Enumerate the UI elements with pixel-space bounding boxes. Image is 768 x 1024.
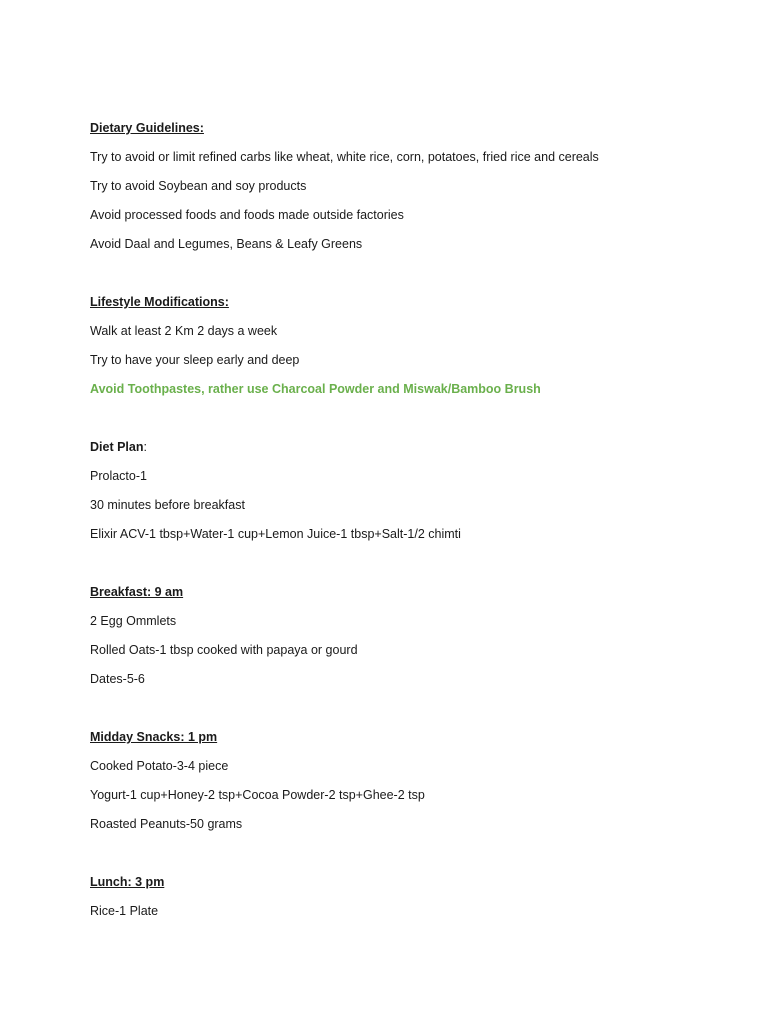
- diet-plan-heading-colon: :: [143, 440, 147, 454]
- midday-item: Cooked Potato-3-4 piece: [90, 759, 229, 773]
- diet-plan-heading: Diet Plan: [90, 440, 144, 454]
- breakfast-item: Dates-5-6: [90, 672, 145, 686]
- dietary-item: Try to avoid Soybean and soy products: [90, 179, 307, 193]
- lifestyle-item: Walk at least 2 Km 2 days a week: [90, 324, 278, 338]
- dietary-item: Try to avoid or limit refined carbs like wheat, white rice, corn, potatoes, fried rice and cereals: [90, 150, 599, 164]
- breakfast-item: 2 Egg Ommlets: [90, 614, 177, 628]
- breakfast-item: Rolled Oats-1 tbsp cooked with papaya or gourd: [90, 643, 358, 657]
- lifestyle-heading: Lifestyle Modifications:: [90, 295, 229, 309]
- diet-plan-heading-line: [90, 439, 730, 455]
- breakfast-heading: Breakfast: 9 am: [90, 585, 184, 599]
- diet-plan-item: Prolacto-1: [90, 469, 147, 483]
- dietary-guidelines-heading: Dietary Guidelines:: [90, 121, 204, 135]
- midday-snacks-heading: Midday Snacks: 1 pm: [90, 730, 218, 744]
- diet-plan-item: Elixir ACV-1 tbsp+Water-1 cup+Lemon Juice-1 tbsp+Salt-1/2 chimti: [90, 527, 461, 541]
- midday-item: Roasted Peanuts-50 grams: [90, 817, 243, 831]
- dietary-item: Avoid Daal and Legumes, Beans & Leafy Greens: [90, 237, 363, 251]
- document-page: [90, 120, 730, 919]
- lifestyle-item: Try to have your sleep early and deep: [90, 353, 300, 367]
- lunch-heading: Lunch: 3 pm: [90, 875, 165, 889]
- midday-item: Yogurt-1 cup+Honey-2 tsp+Cocoa Powder-2 tsp+Ghee-2 tsp: [90, 788, 425, 802]
- dietary-item: Avoid processed foods and foods made outside factories: [90, 208, 404, 222]
- lifestyle-highlight: Avoid Toothpastes, rather use Charcoal Powder and Miswak/Bamboo Brush: [90, 382, 541, 396]
- lunch-item: Rice-1 Plate: [90, 904, 159, 918]
- diet-plan-item: 30 minutes before breakfast: [90, 498, 245, 512]
